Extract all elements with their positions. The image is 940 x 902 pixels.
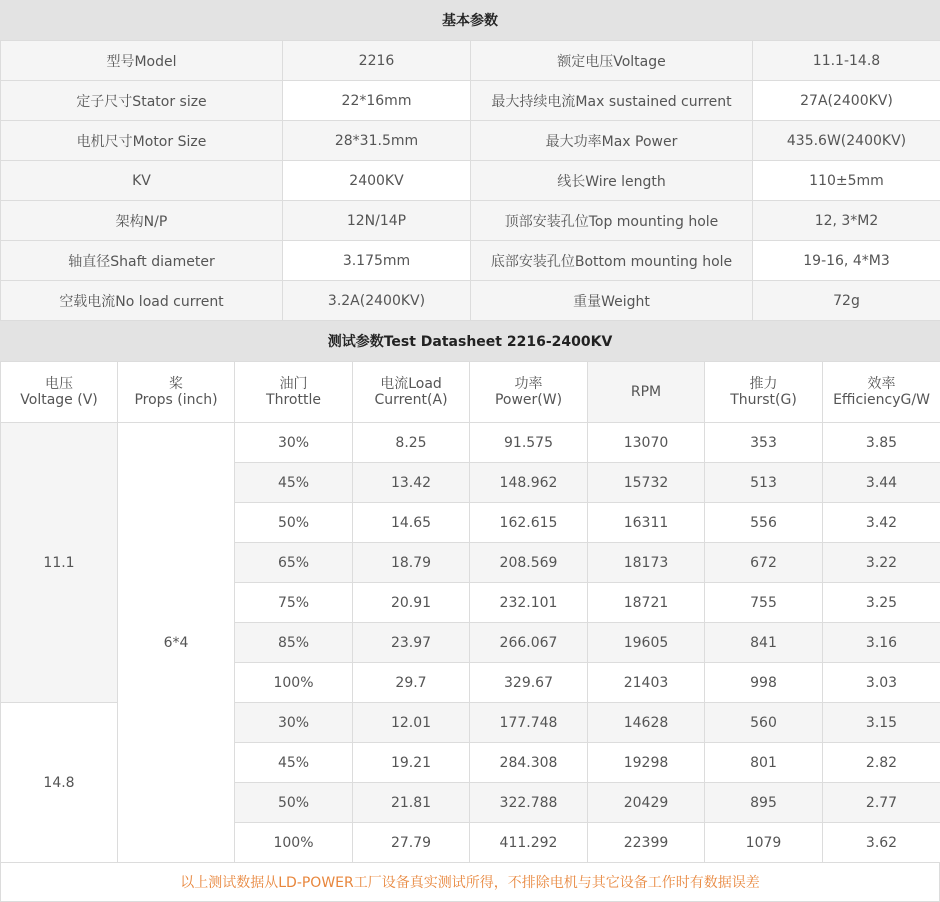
data-cell: 232.101	[470, 583, 588, 623]
data-cell: 15732	[588, 463, 705, 503]
data-cell: 148.962	[470, 463, 588, 503]
data-cell: 3.44	[823, 463, 940, 503]
header-line: 效率	[867, 376, 896, 392]
column-header	[235, 362, 353, 423]
data-cell: 3.62	[823, 823, 940, 863]
test-datasheet-title: 测试参数Test Datasheet 2216-2400KV	[0, 321, 940, 361]
basic-row	[1, 41, 940, 81]
header-line: 油门	[279, 376, 308, 392]
data-cell: 3.25	[823, 583, 940, 623]
header-line: RPM	[630, 384, 662, 400]
data-cell: 16311	[588, 503, 705, 543]
data-cell: 20.91	[353, 583, 470, 623]
data-cell: 75%	[235, 583, 353, 623]
data-cell: 3.22	[823, 543, 940, 583]
data-cell: 162.615	[470, 503, 588, 543]
data-cell: 998	[705, 663, 823, 703]
data-cell: 14.65	[353, 503, 470, 543]
basic-row	[1, 241, 940, 281]
data-cell: 14628	[588, 703, 705, 743]
test-header-row	[1, 362, 940, 423]
header-line: 推力	[749, 376, 778, 392]
param-label: 重量Weight	[471, 281, 753, 321]
basic-params-table	[0, 40, 940, 321]
param-value: 72g	[753, 281, 940, 321]
param-label: 额定电压Voltage	[471, 41, 753, 81]
param-value: 110±5mm	[753, 161, 940, 201]
param-value: 2216	[283, 41, 471, 81]
data-cell: 284.308	[470, 743, 588, 783]
data-cell: 3.16	[823, 623, 940, 663]
basic-row	[1, 281, 940, 321]
param-value: 28*31.5mm	[283, 121, 471, 161]
param-value: 12, 3*M2	[753, 201, 940, 241]
param-value: 435.6W(2400KV)	[753, 121, 940, 161]
param-value: 3.175mm	[283, 241, 471, 281]
data-cell: 3.85	[823, 423, 940, 463]
data-cell: 30%	[235, 423, 353, 463]
data-cell: 329.67	[470, 663, 588, 703]
data-cell: 672	[705, 543, 823, 583]
table-row	[1, 423, 940, 463]
data-cell: 45%	[235, 743, 353, 783]
data-cell: 3.03	[823, 663, 940, 703]
data-cell: 13.42	[353, 463, 470, 503]
param-label: 最大持续电流Max sustained current	[471, 81, 753, 121]
column-header	[588, 362, 705, 423]
data-cell: 2.77	[823, 783, 940, 823]
data-cell: 45%	[235, 463, 353, 503]
data-cell: 85%	[235, 623, 353, 663]
header-line: 功率	[514, 376, 543, 392]
voltage-cell: 11.1	[1, 423, 118, 703]
data-cell: 100%	[235, 823, 353, 863]
data-cell: 19.21	[353, 743, 470, 783]
data-cell: 29.7	[353, 663, 470, 703]
basic-row	[1, 121, 940, 161]
data-cell: 177.748	[470, 703, 588, 743]
data-cell: 755	[705, 583, 823, 623]
data-cell: 18173	[588, 543, 705, 583]
header-line: 电压	[45, 376, 73, 392]
header-line: Voltage (V)	[20, 392, 98, 408]
basic-row	[1, 81, 940, 121]
data-cell: 100%	[235, 663, 353, 703]
test-datasheet-table	[0, 361, 940, 863]
header-line: 桨	[169, 376, 183, 392]
disclaimer-note: 以上测试数据从LD-POWER工厂设备真实测试所得，不排除电机与其它设备工作时有数据误差	[0, 863, 940, 902]
param-label: 定子尺寸Stator size	[1, 81, 283, 121]
data-cell: 2.82	[823, 743, 940, 783]
data-cell: 50%	[235, 783, 353, 823]
param-label: 架构N/P	[1, 201, 283, 241]
header-line: 电流Load	[380, 376, 442, 392]
param-label: 空载电流No load current	[1, 281, 283, 321]
prop-cell: 6*4	[118, 423, 235, 863]
param-label: 型号Model	[1, 41, 283, 81]
data-cell: 3.15	[823, 703, 940, 743]
param-value: 2400KV	[283, 161, 471, 201]
param-value: 19-16, 4*M3	[753, 241, 940, 281]
data-cell: 18721	[588, 583, 705, 623]
data-cell: 21403	[588, 663, 705, 703]
param-label: KV	[1, 161, 283, 201]
data-cell: 841	[705, 623, 823, 663]
data-cell: 27.79	[353, 823, 470, 863]
data-cell: 8.25	[353, 423, 470, 463]
data-cell: 411.292	[470, 823, 588, 863]
data-cell: 20429	[588, 783, 705, 823]
data-cell: 65%	[235, 543, 353, 583]
param-label: 顶部安装孔位Top mounting hole	[471, 201, 753, 241]
data-cell: 22399	[588, 823, 705, 863]
basic-row	[1, 201, 940, 241]
column-header	[1, 362, 118, 423]
header-line: EfficiencyG/W	[833, 392, 930, 408]
column-header	[353, 362, 470, 423]
data-cell: 1079	[705, 823, 823, 863]
data-cell: 560	[705, 703, 823, 743]
header-line: Current(A)	[374, 392, 448, 408]
column-header	[823, 362, 940, 423]
header-line: Throttle	[266, 392, 321, 408]
data-cell: 18.79	[353, 543, 470, 583]
data-cell: 895	[705, 783, 823, 823]
header-line: Power(W)	[494, 392, 563, 408]
param-label: 电机尺寸Motor Size	[1, 121, 283, 161]
param-value: 27A(2400KV)	[753, 81, 940, 121]
header-line: Props (inch)	[134, 392, 218, 408]
data-cell: 801	[705, 743, 823, 783]
data-cell: 21.81	[353, 783, 470, 823]
param-value: 12N/14P	[283, 201, 471, 241]
column-header	[118, 362, 235, 423]
data-cell: 266.067	[470, 623, 588, 663]
param-value: 22*16mm	[283, 81, 471, 121]
data-cell: 30%	[235, 703, 353, 743]
basic-params-title: 基本参数	[0, 0, 940, 40]
data-cell: 23.97	[353, 623, 470, 663]
param-value: 11.1-14.8	[753, 41, 940, 81]
column-header	[470, 362, 588, 423]
data-cell: 322.788	[470, 783, 588, 823]
data-cell: 513	[705, 463, 823, 503]
data-cell: 19605	[588, 623, 705, 663]
voltage-cell: 14.8	[1, 703, 118, 863]
header-line: Thurst(G)	[730, 392, 797, 408]
data-cell: 50%	[235, 503, 353, 543]
data-cell: 208.569	[470, 543, 588, 583]
data-cell: 353	[705, 423, 823, 463]
param-label: 线长Wire length	[471, 161, 753, 201]
column-header	[705, 362, 823, 423]
param-label: 轴直径Shaft diameter	[1, 241, 283, 281]
data-cell: 91.575	[470, 423, 588, 463]
basic-row	[1, 161, 940, 201]
data-cell: 556	[705, 503, 823, 543]
data-cell: 13070	[588, 423, 705, 463]
data-cell: 12.01	[353, 703, 470, 743]
param-label: 最大功率Max Power	[471, 121, 753, 161]
param-value: 3.2A(2400KV)	[283, 281, 471, 321]
data-cell: 19298	[588, 743, 705, 783]
param-label: 底部安装孔位Bottom mounting hole	[471, 241, 753, 281]
data-cell: 3.42	[823, 503, 940, 543]
